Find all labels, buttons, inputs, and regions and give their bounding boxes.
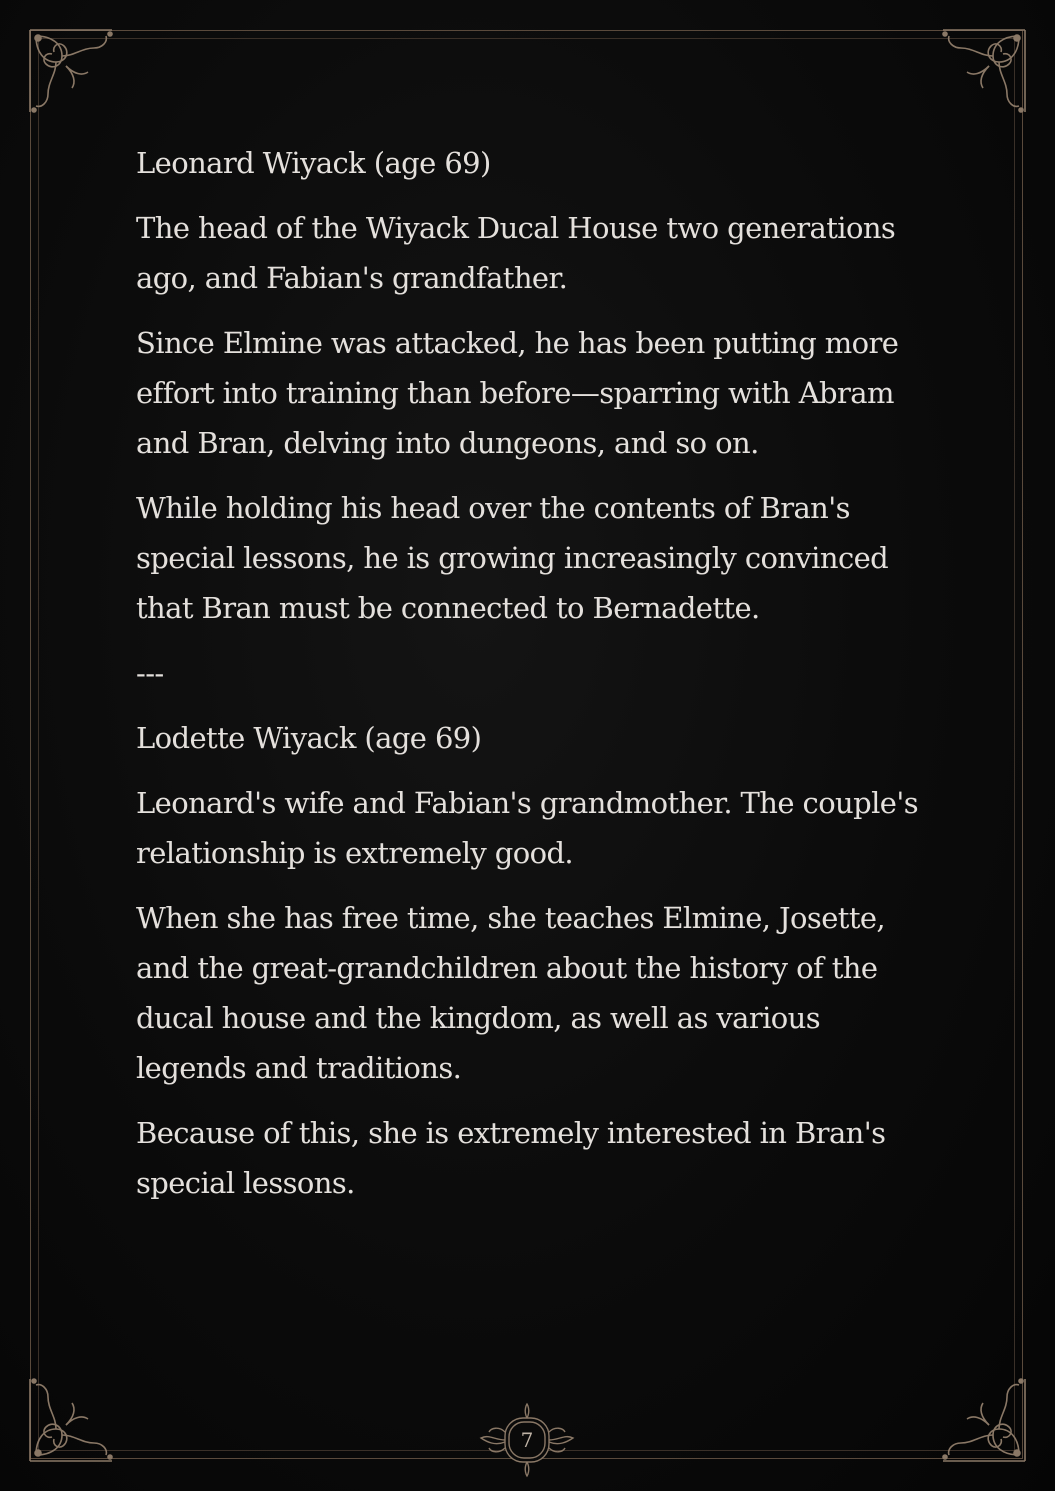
paragraph: Since Elmine was attacked, he has been putting more effort into training than before—sparring with Abram and Bran, delving into dungeons, and so on. bbox=[136, 326, 899, 460]
ornate-corner-icon bbox=[22, 22, 118, 118]
paragraph: The head of the Wiyack Ducal House two generations ago, and Fabian's grandfather. bbox=[136, 211, 896, 295]
character-name-leonard: Leonard Wiyack (age 69) bbox=[136, 146, 491, 180]
ornate-corner-icon bbox=[22, 1373, 118, 1469]
character-name-lodette: Lodette Wiyack (age 69) bbox=[136, 721, 482, 755]
paragraph: Because of this, she is extremely interested in Bran's special lessons. bbox=[136, 1116, 886, 1200]
page-number: 7 bbox=[520, 1428, 534, 1452]
page-body-text bbox=[136, 138, 926, 1223]
section-divider: --- bbox=[136, 656, 164, 690]
paragraph: When she has free time, she teaches Elmine, Josette, and the great-grandchildren about the history of the ducal house and the kingdom, as well as various legends and traditions. bbox=[136, 901, 886, 1085]
paragraph: Leonard's wife and Fabian's grandmother. The couple's relationship is extremely good. bbox=[136, 786, 918, 870]
ornate-corner-icon bbox=[937, 22, 1033, 118]
paragraph: While holding his head over the contents of Bran's special lessons, he is growing increasingly convinced that Bran must be connected to Bernadette. bbox=[136, 491, 889, 625]
ornate-corner-icon bbox=[937, 1373, 1033, 1469]
